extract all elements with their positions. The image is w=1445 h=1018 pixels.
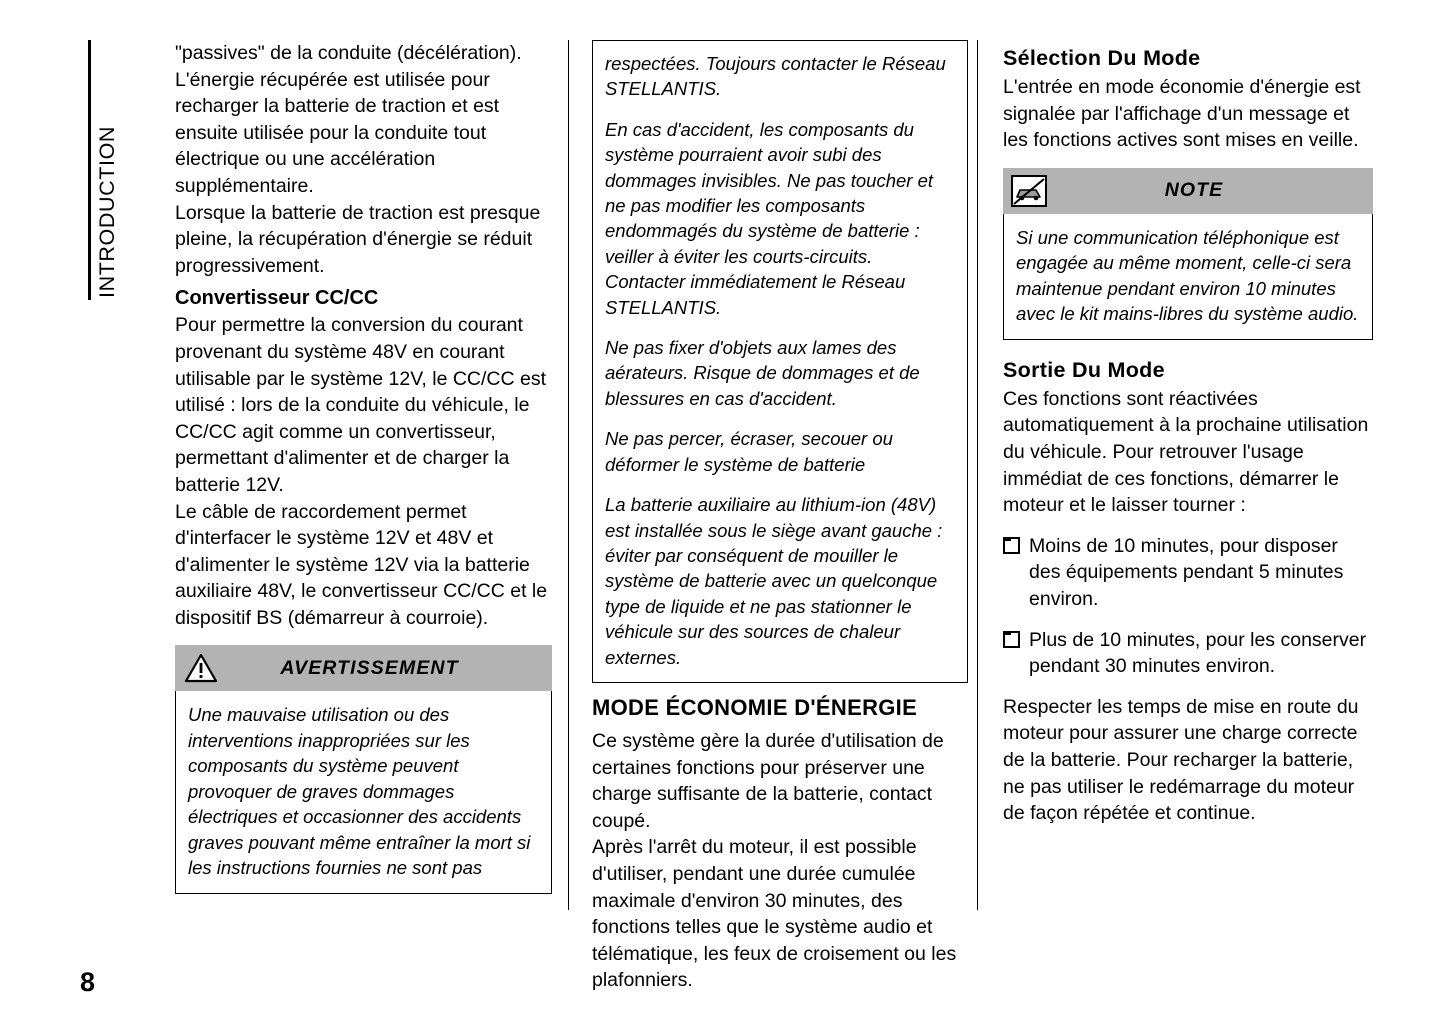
energy-paragraph-1: Ce système gère la durée d'utilisation de certaines fonctions pour préserver une charge suffisante de la batterie, contact coupé. [592,729,944,832]
framed-paragraph-4: Ne pas percer, écraser, secouer ou déformer le système de batterie [605,428,893,475]
heading-mode-selection: Sélection Du Mode [1003,46,1201,70]
second-paragraph: Lorsque la batterie de traction est presque pleine, la récupération d'énergie se réduit progressivement. [175,201,541,277]
list-item-label: Moins de 10 minutes, pour disposer des équipements pendant 5 minutes environ. [1029,534,1344,610]
heading-converter: Convertisseur CC/CC [175,287,379,310]
warning-box-text: Une mauvaise utilisation ou des interventions inappropriées sur les composants du système peuvent provoquer de graves dommages électriques et occasionner des accidents graves pouvant même entraîner la mort si les instructions fournies ne sont pas [175,691,552,894]
mode-selection-paragraph: L'entrée en mode économie d'énergie est signalée par l'affichage d'un message et les fonctions actives sont mises en veille. [1003,76,1361,152]
list-item [1003,533,1373,613]
column-divider-2 [977,40,978,910]
converter-paragraph: Pour permettre la conversion du courant provenant du système 48V en courant utilisable par le système 12V, le CC/CC est utilisé : lors de la conduite du véhicule, le CC/CC agit comme un convertisseur, permettant d'alimenter et de charger la batterie 12V. [175,314,547,496]
warning-box-title: AVERTISSEMENT [280,656,459,679]
warning-box [175,645,552,894]
framed-paragraph-5: La batterie auxiliaire au lithium-ion (48V) est installée sous le siège avant gauche : éviter par conséquent de mouiller le système de batterie avec un quelconque type de liquide et ne pas stationner le véhicule sur des sources de chaleur externes. [605,494,943,668]
note-box [1003,168,1373,340]
warning-box-header [175,645,552,691]
warning-triangle-icon [175,653,227,683]
energy-paragraph-2: Après l'arrêt du moteur, il est possible d'utiliser, pendant une durée cumulée maximale d'environ 30 minutes, des fonctions telles que le système audio et télématique, les feux de croisement ou les plafonniers. [592,836,957,992]
list-item-label: Plus de 10 minutes, pour les conserver pendant 30 minutes environ. [1029,628,1367,678]
section-tab-label: INTRODUCTION [95,125,119,298]
note-box-title: NOTE [1164,179,1224,202]
intro-paragraph: "passives" de la conduite (décélération). L'énergie récupérée est utilisée pour recharger la batterie de traction et est ensuite utilisée pour la conduite tout électrique ou une accélération supplémentaire. [175,42,522,197]
heading-mode-exit: Sortie Du Mode [1003,357,1165,382]
warning-continued-box [592,40,968,683]
list-item [1003,627,1373,680]
note-box-text: Si une communication téléphonique est engagée au même moment, celle-ci sera maintenue pendant environ 10 minutes avec le kit mains-libres du système audio. [1003,214,1373,340]
closing-paragraph: Respecter les temps de mise en route du moteur pour assurer une charge correcte de la batterie. Pour recharger la batterie, ne pas utiliser le redémarrage du moteur de façon répétée et continue. [1003,695,1359,825]
mode-exit-list [1003,533,1373,680]
framed-paragraph-3: Ne pas fixer d'objets aux lames des aérateurs. Risque de dommages et de blessures en cas d'accident. [605,337,920,409]
mode-exit-paragraph: Ces fonctions sont réactivées automatiquement à la prochaine utilisation du véhicule. Pour retrouver l'usage immédiat de ces fonctions, démarrer le moteur et le laisser tourner : [1003,387,1369,517]
heading-energy-mode: MODE ÉCONOMIE D'ÉNERGIE [592,694,918,720]
section-tab [88,40,128,300]
framed-paragraph-2: En cas d'accident, les composants du système pourraient avoir subi des dommages invisibles. Ne pas toucher et ne pas modifier les composants endommagés du système de batterie : veiller à éviter les courts-circuits. Contacter immédiatement le Réseau STELLANTIS. [605,118,934,318]
square-bullet-icon [1003,631,1020,648]
column-two [592,40,968,994]
column-one [175,40,552,894]
column-divider-1 [568,40,569,910]
page-number: 8 [80,967,96,997]
framed-paragraph-1: respectées. Toujours contacter le Réseau STELLANTIS. [605,53,946,100]
column-three [1003,40,1373,827]
car-note-icon [1003,174,1055,208]
note-box-header [1003,168,1373,214]
cable-paragraph: Le câble de raccordement permet d'interfacer le système 12V et 48V et d'alimenter le système 12V via la batterie auxiliaire 48V, le convertisseur CC/CC et le dispositif BS (démarreur à courroie). [175,500,548,629]
square-bullet-icon [1003,537,1020,554]
